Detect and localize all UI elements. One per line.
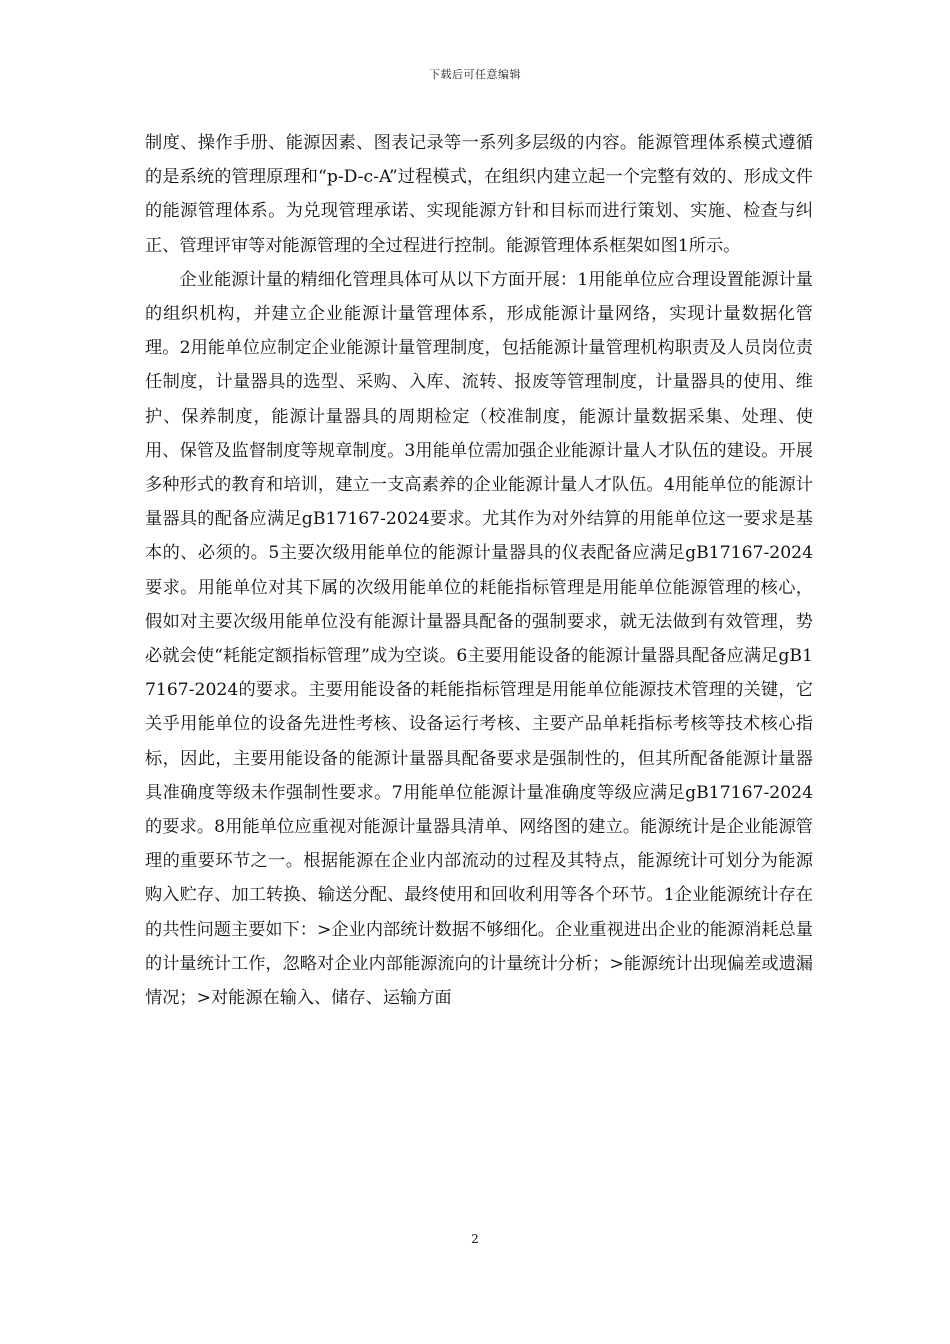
page-number: 2 bbox=[471, 1232, 479, 1246]
page-header-note: 下载后可任意编辑 bbox=[429, 68, 521, 81]
document-body bbox=[145, 126, 813, 1015]
body-paragraph-1: 制度、操作手册、能源因素、图表记录等一系列多层级的内容。能源管理体系模式遵循的是系统的管理原理和“p-D-c-A”过程模式，在组织内建立起一个完整有效的、形成文件的能源管理体系。为兑现管理承诺、实现能源方针和目标而进行策划、实施、检查与纠正、管理评审等对能源管理的全过程进行控制。能源管理体系框架如图1所示。 bbox=[145, 133, 813, 256]
body-paragraph-2: 企业能源计量的精细化管理具体可从以下方面开展：1用能单位应合理设置能源计量的组织机构，并建立企业能源计量管理体系，形成能源计量网络，实现计量数据化管理。2用能单位应制定企业能源计量管理制度，包括能源计量管理机构职责及人员岗位责任制度，计量器具的选型、采购、入库、流转、报废等管理制度，计量器具的使用、维护、保养制度，能源计量器具的周期检定（校准制度，能源计量数据采集、处理、使用、保管及监督制度等规章制度。3用能单位需加强企业能源计量人才队伍的建设。开展多种形式的教育和培训，建立一支高素养的企业能源计量人才队伍。4用能单位的能源计量器具的配备应满足gB17167-2024要求。尤其作为对外结算的用能单位这一要求是基本的、必须的。5主要次级用能单位的能源计量器具的仪表配备应满足gB17167-2024要求。用能单位对其下属的次级用能单位的耗能指标管理是用能单位能源管理的核心，假如对主要次级用能单位没有能源计量器具配备的强制要求，就无法做到有效管理，势必就会使“耗能定额指标管理”成为空谈。6主要用能设备的能源计量器具配备应满足gB17167-2024的要求。主要用能设备的耗能指标管理是用能单位能源技术管理的关键，它关乎用能单位的设备先进性考核、设备运行考核、主要产品单耗指标考核等技术核心指标，因此，主要用能设备的能源计量器具配备要求是强制性的，但其所配备能源计量器具准确度等级未作强制性要求。7用能单位能源计量准确度等级应满足gB17167-2024的要求。8用能单位应重视对能源计量器具清单、网络图的建立。能源统计是企业能源管理的重要环节之一。根据能源在企业内部流动的过程及其特点，能源统计可划分为能源购入贮存、加工转换、输送分配、最终使用和回收利用等各个环节。1企业能源统计存在的共性问题主要如下：>企业内部统计数据不够细化。企业重视进出企业的能源消耗总量的计量统计工作，忽略对企业内部能源流向的计量统计分析；>能源统计出现偏差或遗漏情况；>对能源在输入、储存、运输方面 bbox=[145, 269, 813, 1009]
